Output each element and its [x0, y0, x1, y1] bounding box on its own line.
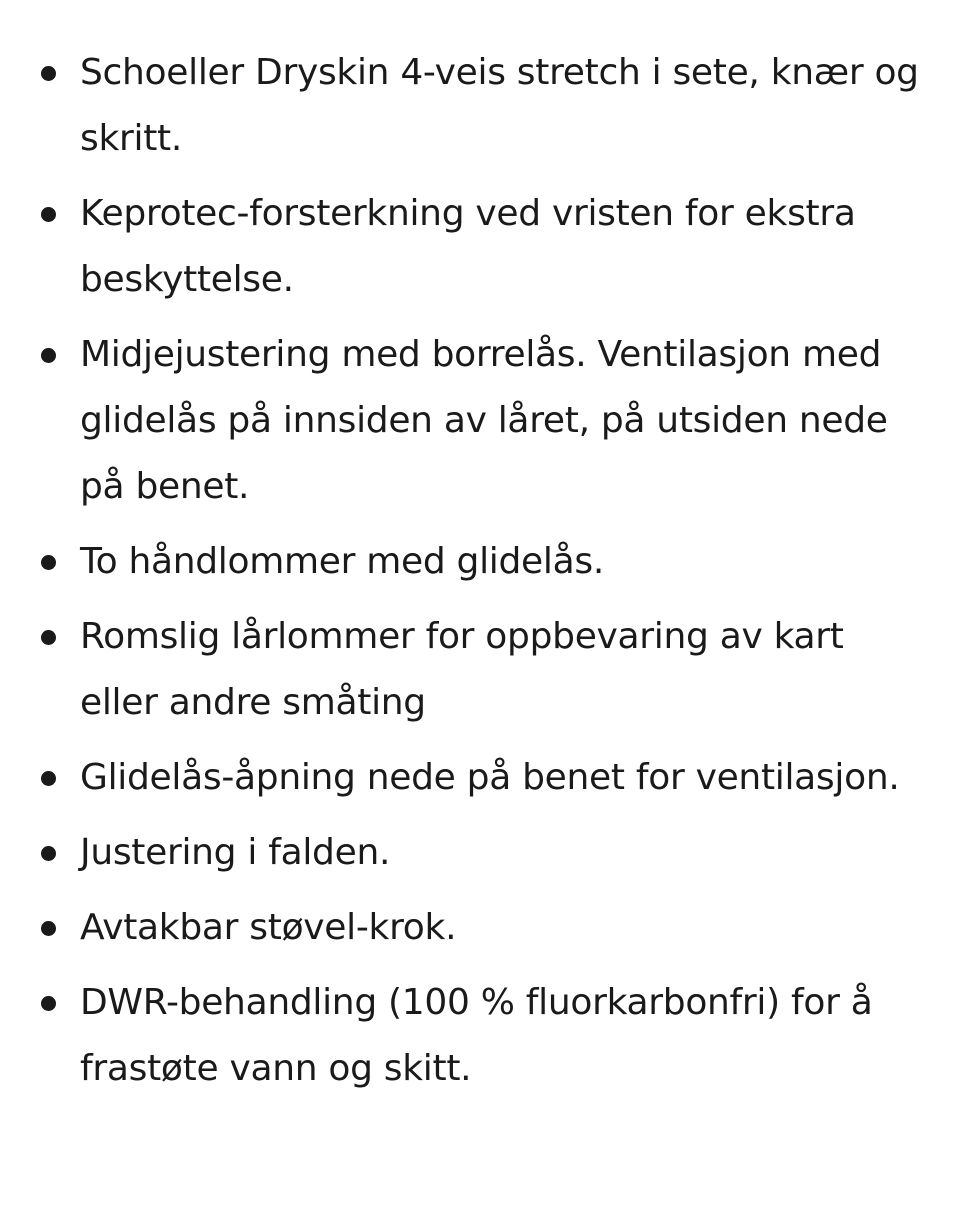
bullet-icon — [41, 348, 56, 363]
bullet-icon — [41, 207, 56, 222]
list-item-text: Avtakbar støvel-krok. — [80, 907, 457, 948]
list-item-text: Midjejustering med borrelås. Ventilasjon med glidelås på innsiden av låret, på utsiden nede på benet. — [80, 334, 888, 507]
bullet-icon — [41, 771, 56, 786]
list-item — [0, 181, 960, 313]
list-item — [0, 322, 960, 520]
bullet-icon — [41, 996, 56, 1011]
list-item-text: DWR-behandling (100 % fluorkarbonfri) for å frastøte vann og skitt. — [80, 982, 873, 1089]
list-item — [0, 970, 960, 1102]
bullet-icon — [41, 846, 56, 861]
list-item-text: Romslig lårlommer for oppbevaring av kart eller andre småting — [80, 616, 844, 723]
list-item-text: To håndlommer med glidelås. — [80, 541, 604, 582]
list-item-text: Justering i falden. — [80, 832, 391, 873]
list-item-text: Keprotec-forsterkning ved vristen for ekstra beskyttelse. — [80, 193, 856, 300]
list-item — [0, 745, 960, 811]
feature-list — [0, 40, 960, 1111]
list-item — [0, 529, 960, 595]
list-item — [0, 895, 960, 961]
list-item-text: Glidelås-åpning nede på benet for ventilasjon. — [80, 757, 900, 798]
bullet-icon — [41, 555, 56, 570]
list-item-text: Schoeller Dryskin 4-veis stretch i sete, knær og skritt. — [80, 52, 919, 159]
bullet-icon — [41, 921, 56, 936]
list-item — [0, 40, 960, 172]
bullet-icon — [41, 630, 56, 645]
bullet-icon — [41, 66, 56, 81]
list-item — [0, 820, 960, 886]
list-item — [0, 604, 960, 736]
